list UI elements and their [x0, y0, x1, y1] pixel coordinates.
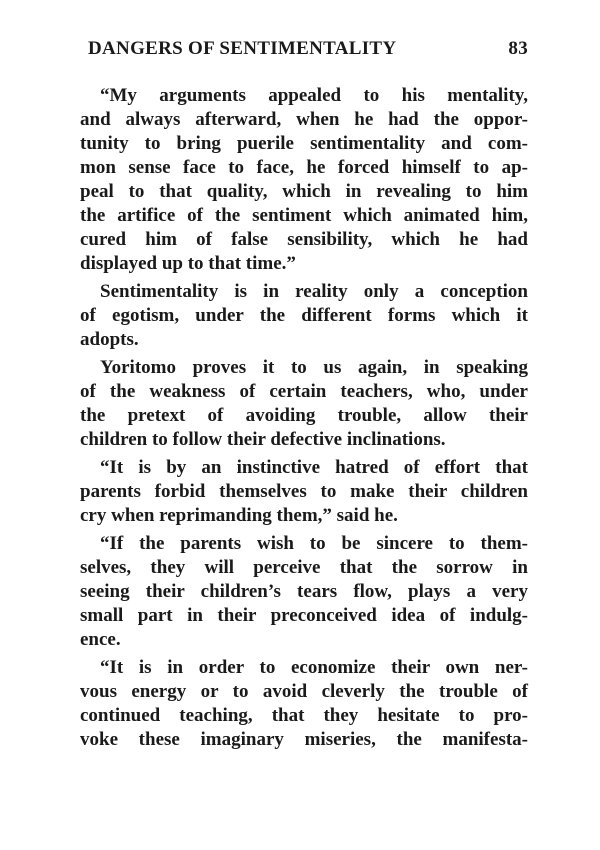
paragraph [80, 532, 528, 652]
text-line: parents forbid themselves to make their children [80, 481, 528, 502]
text-line: “It is by an instinctive hatred of effort that [100, 457, 528, 478]
page-number: 83 [508, 38, 528, 59]
paragraph [80, 84, 528, 276]
text-line: adopts. [80, 329, 139, 350]
text-line: “If the parents wish to be sincere to them- [100, 533, 528, 554]
text-line: of the weakness of certain teachers, who, under [80, 381, 528, 402]
text-line: “It is in order to economize their own ner- [100, 657, 528, 678]
page-body [80, 84, 528, 756]
text-line: mon sense face to face, he forced himself to ap- [80, 157, 528, 178]
text-line: Sentimentality is in reality only a conception [100, 281, 528, 302]
text-line: voke these imaginary miseries, the manifesta- [80, 729, 528, 750]
running-header [88, 38, 528, 64]
text-line: tunity to bring puerile sentimentality and com- [80, 133, 528, 154]
text-line: selves, they will perceive that the sorrow in [80, 557, 528, 578]
text-line: Yoritomo proves it to us again, in speaking [100, 357, 528, 378]
text-line: “My arguments appealed to his mentality, [100, 85, 528, 106]
paragraph [80, 356, 528, 452]
text-line: vous energy or to avoid cleverly the trouble of [80, 681, 528, 702]
text-line: small part in their preconceived idea of indulg- [80, 605, 528, 626]
text-line: seeing their children’s tears flow, plays a very [80, 581, 528, 602]
text-line: the artifice of the sentiment which animated him, [80, 205, 528, 226]
text-line: continued teaching, that they hesitate to pro- [80, 705, 528, 726]
text-line: cry when reprimanding them,” said he. [80, 505, 398, 526]
text-line: peal to that quality, which in revealing to him [80, 181, 528, 202]
paragraph [80, 656, 528, 752]
running-title: DANGERS OF SENTIMENTALITY [88, 38, 397, 59]
text-line: ence. [80, 629, 121, 650]
text-line: of egotism, under the different forms which it [80, 305, 528, 326]
text-line: displayed up to that time.” [80, 253, 296, 274]
text-line: children to follow their defective inclinations. [80, 429, 446, 450]
text-line: cured him of false sensibility, which he had [80, 229, 528, 250]
paragraph [80, 456, 528, 528]
text-line: the pretext of avoiding trouble, allow their [80, 405, 528, 426]
text-line: and always afterward, when he had the oppor- [80, 109, 528, 130]
paragraph [80, 280, 528, 352]
